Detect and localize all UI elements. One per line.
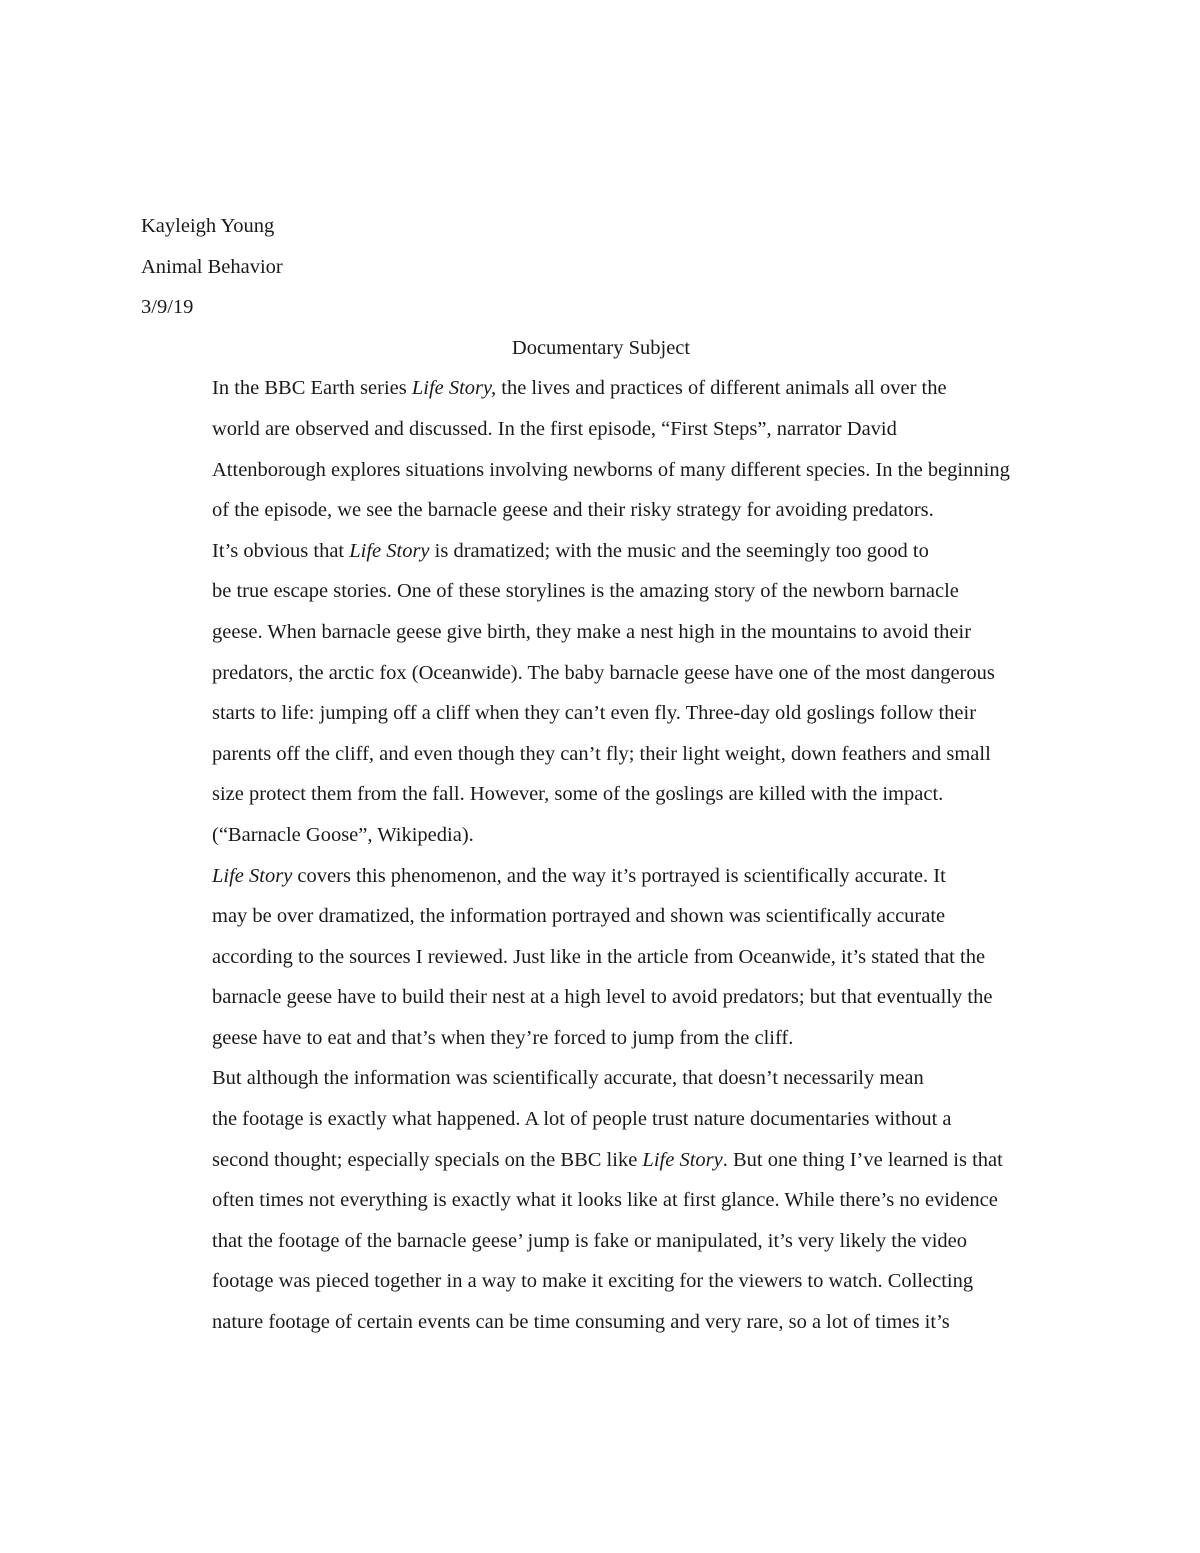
document-date: 3/9/19	[141, 296, 194, 319]
text-line: the footage is exactly what happened. A lot of people trust nature documentaries without a	[212, 1108, 952, 1131]
text-line: geese have to eat and that’s when they’re forced to jump from the cliff.	[212, 1026, 794, 1049]
essay-paragraphs	[141, 368, 1061, 1342]
italic-title: Life Story,	[411, 377, 497, 400]
text-line: barnacle geese have to build their nest at a high level to avoid predators; but that eventually the	[212, 986, 993, 1009]
text-line: may be over dramatized, the information portrayed and shown was scientifically accurate	[212, 905, 946, 928]
text-line: size protect them from the fall. However, some of the goslings are killed with the impact.	[212, 783, 944, 806]
body-paragraph	[141, 368, 1061, 530]
body-paragraph	[141, 531, 1061, 856]
text-line: (“Barnacle Goose”, Wikipedia).	[212, 823, 474, 846]
text-line: In the BBC Earth series Life Story, the lives and practices of different animals all over the	[212, 377, 947, 400]
text-line: according to the sources I reviewed. Just like in the article from Oceanwide, it’s stated that the	[212, 945, 986, 968]
text-line: footage was pieced together in a way to make it exciting for the viewers to watch. Collecting	[212, 1270, 974, 1293]
text-line: starts to life: jumping off a cliff when they can’t even fly. Three-day old goslings follow their	[212, 702, 977, 725]
document-title: Documentary Subject	[511, 336, 691, 359]
body-paragraph	[141, 1058, 1061, 1342]
italic-title: Life Story	[642, 1148, 723, 1171]
text-line: world are observed and discussed. In the first episode, “First Steps”, narrator David	[212, 417, 897, 440]
text-line: Life Story covers this phenomenon, and the way it’s portrayed is scientifically accurate. It	[212, 864, 946, 887]
text-line: But although the information was scientifically accurate, that doesn’t necessarily mean	[212, 1067, 924, 1090]
author-name: Kayleigh Young	[141, 215, 275, 237]
text-line: parents off the cliff, and even though they can’t fly; their light weight, down feathers and small	[212, 742, 991, 765]
text-line: nature footage of certain events can be time consuming and very rare, so a lot of times it’s	[212, 1311, 950, 1334]
text-line: of the episode, we see the barnacle geese and their risky strategy for avoiding predators.	[212, 499, 934, 522]
text-line: It’s obvious that Life Story is dramatized; with the music and the seemingly too good to	[212, 539, 929, 562]
text-line: often times not everything is exactly what it looks like at first glance. While there’s no evidence	[212, 1189, 998, 1212]
body-paragraph	[141, 856, 1061, 1059]
text-line: be true escape stories. One of these storylines is the amazing story of the newborn barnacle	[212, 580, 959, 603]
italic-title: Life Story	[212, 864, 293, 887]
text-line: geese. When barnacle geese give birth, they make a nest high in the mountains to avoid their	[212, 620, 972, 643]
italic-title: Life Story	[349, 539, 430, 562]
text-line: predators, the arctic fox (Oceanwide). The baby barnacle geese have one of the most dangerous	[212, 661, 995, 684]
text-line: second thought; especially specials on the BBC like Life Story. But one thing I’ve learned is that	[212, 1148, 1003, 1171]
course-name: Animal Behavior	[141, 255, 283, 278]
text-line: Attenborough explores situations involving newborns of many different species. In the beginning	[212, 458, 1010, 481]
text-line: that the footage of the barnacle geese’ jump is fake or manipulated, it’s very likely the video	[212, 1229, 968, 1252]
document-body	[141, 206, 1061, 1343]
